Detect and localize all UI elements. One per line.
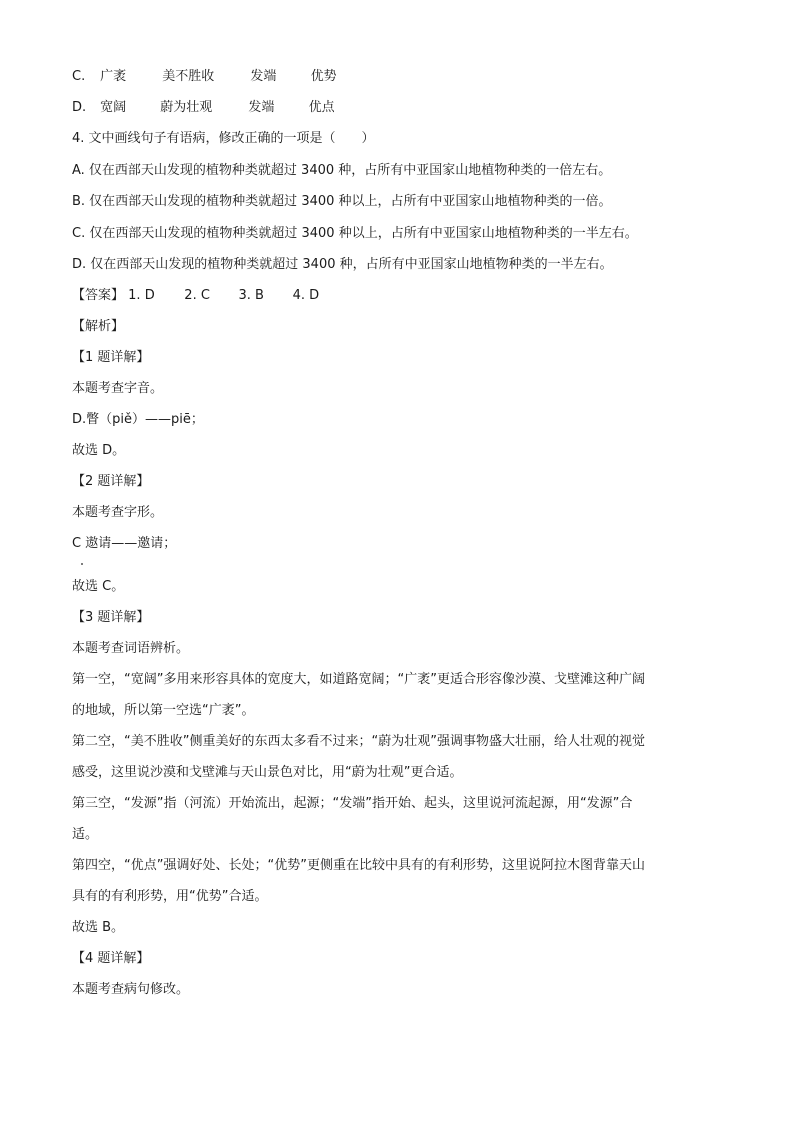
q3-line: 具有的有利形势，用“优势”合适。 [72, 889, 268, 904]
q4-heading: 【4 题详解】 [72, 951, 150, 966]
q3-line: 本题考查词语辨析。 [72, 641, 190, 656]
q3-line: 第一空，“宽阔”多用来形容具体的宽度大，如道路宽阔；“广袤”更适合形容像沙漠、戈壁滩这种广阔 [72, 672, 645, 687]
decorative-dot [81, 563, 83, 565]
q4-option-c: C. 仅在西部天山发现的植物种类就超过 3400 种以上，占所有中亚国家山地植物种类的一半左右。 [72, 226, 638, 241]
q1-heading: 【1 题详解】 [72, 350, 150, 365]
q2-line: 故选 C。 [72, 579, 125, 594]
answer-item: 3. B [238, 288, 264, 303]
answer-tag: 【答案】 [72, 288, 125, 303]
answer-item: 4. D [292, 288, 320, 303]
answer-item: 1. D [128, 288, 155, 303]
q3-option-d [72, 99, 722, 117]
q2-heading: 【2 题详解】 [72, 474, 150, 489]
q4-option-d: D. 仅在西部天山发现的植物种类就超过 3400 种，占所有中亚国家山地植物种类的一半左右。 [72, 257, 613, 272]
option-word: 发端 [248, 100, 275, 115]
option-word: 优点 [308, 100, 335, 115]
option-word: 美不胜收 [162, 69, 215, 84]
q1-line: 本题考查字音。 [72, 381, 164, 396]
q2-line: 本题考查字形。 [72, 505, 164, 520]
answer-line [72, 287, 722, 305]
q1-line: 故选 D。 [72, 443, 126, 458]
q4-stem: 4. 文中画线句子有语病，修改正确的一项是（ ） [72, 131, 375, 146]
option-word: 广袤 [100, 69, 127, 84]
q3-option-c [72, 68, 722, 86]
q4-option-b: B. 仅在西部天山发现的植物种类就超过 3400 种以上，占所有中亚国家山地植物种类的一倍。 [72, 194, 612, 209]
option-word: 发端 [250, 69, 277, 84]
q3-line: 的地域，所以第一空选“广袤”。 [72, 703, 255, 718]
option-word: 蔚为壮观 [160, 100, 213, 115]
answer-item: 2. C [184, 288, 210, 303]
q1-line: D.瞥（piě）——piē； [72, 412, 204, 427]
q3-line: 第三空，“发源”指（河流）开始流出，起源；“发端”指开始、起头，这里说河流起源，用“发源”合 [72, 796, 633, 811]
option-label: D. [72, 100, 87, 115]
analysis-heading: 【解析】 [72, 319, 125, 334]
q3-line: 第四空，“优点”强调好处、长处；“优势”更侧重在比较中具有的有利形势，这里说阿拉木图背靠天山 [72, 858, 645, 873]
q3-line: 第二空，“美不胜收”侧重美好的东西太多看不过来；“蔚为壮观”强调事物盛大壮丽，给人壮观的视觉 [72, 734, 645, 749]
option-word: 宽阔 [100, 100, 127, 115]
q4-option-a: A. 仅在西部天山发现的植物种类就超过 3400 种，占所有中亚国家山地植物种类的一倍左右。 [72, 163, 612, 178]
q3-line: 适。 [72, 827, 99, 842]
q3-heading: 【3 题详解】 [72, 610, 150, 625]
q3-line: 感受，这里说沙漠和戈壁滩与天山景色对比，用“蔚为壮观”更合适。 [72, 765, 463, 780]
q2-line: C 遨请——邀请； [72, 536, 177, 551]
option-word: 优势 [310, 69, 337, 84]
q4-line: 本题考查病句修改。 [72, 982, 190, 997]
option-label: C. [72, 69, 86, 84]
q3-line: 故选 B。 [72, 920, 125, 935]
